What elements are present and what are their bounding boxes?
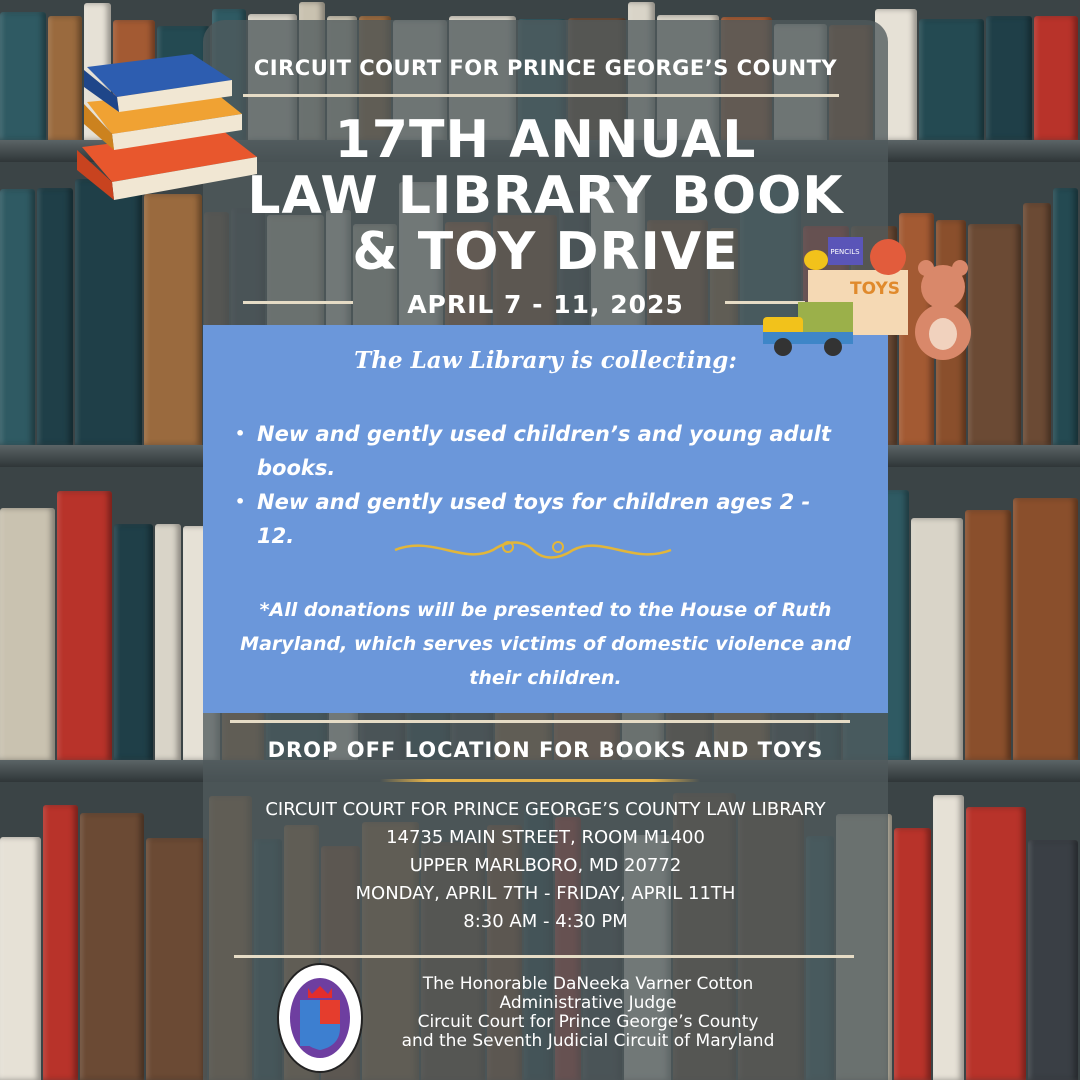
- book-spine: [0, 12, 46, 140]
- book-spine: [1028, 840, 1078, 1080]
- collection-box: [203, 325, 888, 713]
- book-spine: [144, 194, 201, 445]
- book-spine: [0, 189, 35, 445]
- book-spine: [966, 807, 1025, 1080]
- book-spine: [57, 491, 111, 760]
- event-dates: APRIL 7 - 11, 2025: [407, 290, 684, 319]
- gold-divider: [380, 779, 700, 782]
- dropoff-address: [203, 796, 888, 936]
- title-line: LAW LIBRARY BOOK: [247, 166, 844, 226]
- address-line: 14735 MAIN STREET, ROOM M1400: [386, 827, 705, 848]
- book-spine: [155, 524, 182, 760]
- collection-heading: The Law Library is collecting:: [354, 347, 737, 374]
- book-spine: [1023, 203, 1052, 445]
- toys-illustration: [758, 232, 988, 367]
- flourish-ornament: [393, 535, 673, 565]
- book-spine: [911, 518, 963, 760]
- county-seal-logo: [276, 962, 364, 1074]
- book-spine: [75, 179, 142, 445]
- title-line: & TOY DRIVE: [352, 222, 739, 282]
- book-spine: [894, 828, 931, 1080]
- book-spine: [1013, 498, 1078, 760]
- book-spine: [1053, 188, 1078, 445]
- judge-title: Administrative Judge: [499, 993, 677, 1013]
- divider: [230, 720, 850, 723]
- book-spine: [0, 837, 41, 1080]
- book-spine: [43, 805, 78, 1080]
- address-line: UPPER MARLBORO, MD 20772: [409, 855, 682, 876]
- book-spine: [146, 838, 207, 1080]
- list-item: • New and gently used children’s and young adult books.: [233, 417, 853, 485]
- title-line: 17TH ANNUAL: [334, 110, 757, 170]
- judge-name: The Honorable DaNeeka Varner Cotton: [422, 974, 754, 994]
- book-spine: [114, 524, 153, 760]
- book-spine: [80, 813, 144, 1080]
- book-spine: [933, 795, 965, 1080]
- dropoff-days: MONDAY, APRIL 7TH - FRIDAY, APRIL 11TH: [355, 883, 736, 904]
- judge-credit: [368, 975, 808, 1051]
- collection-list: [233, 417, 853, 553]
- book-spine: [986, 16, 1032, 140]
- book-spine: [0, 508, 55, 760]
- address-line: CIRCUIT COURT FOR PRINCE GEORGE’S COUNTY LAW LIBRARY: [265, 799, 826, 820]
- circuit-line: and the Seventh Judicial Circuit of Maryland: [401, 1031, 775, 1051]
- court-name: CIRCUIT COURT FOR PRINCE GEORGE’S COUNTY: [253, 56, 838, 80]
- book-spine: [1034, 16, 1078, 140]
- toy-box-label: TOYS: [850, 279, 900, 299]
- dropoff-hours: 8:30 AM - 4:30 PM: [463, 911, 628, 932]
- dropoff-heading: DROP OFF LOCATION FOR BOOKS AND TOYS: [267, 738, 824, 762]
- list-item: • New and gently used toys for children ages 2 - 12.: [233, 485, 853, 553]
- court-line: Circuit Court for Prince George’s County: [417, 1012, 759, 1032]
- divider: [243, 94, 839, 97]
- divider: [234, 955, 854, 958]
- book-spine: [37, 188, 74, 445]
- book-spine: [919, 19, 984, 140]
- book-spine: [965, 510, 1011, 760]
- pencils-label: PENCILS: [830, 248, 860, 256]
- donation-note: *All donations will be presented to the House of Ruth Maryland, which serves victims of domestic violence and their children.: [240, 599, 851, 689]
